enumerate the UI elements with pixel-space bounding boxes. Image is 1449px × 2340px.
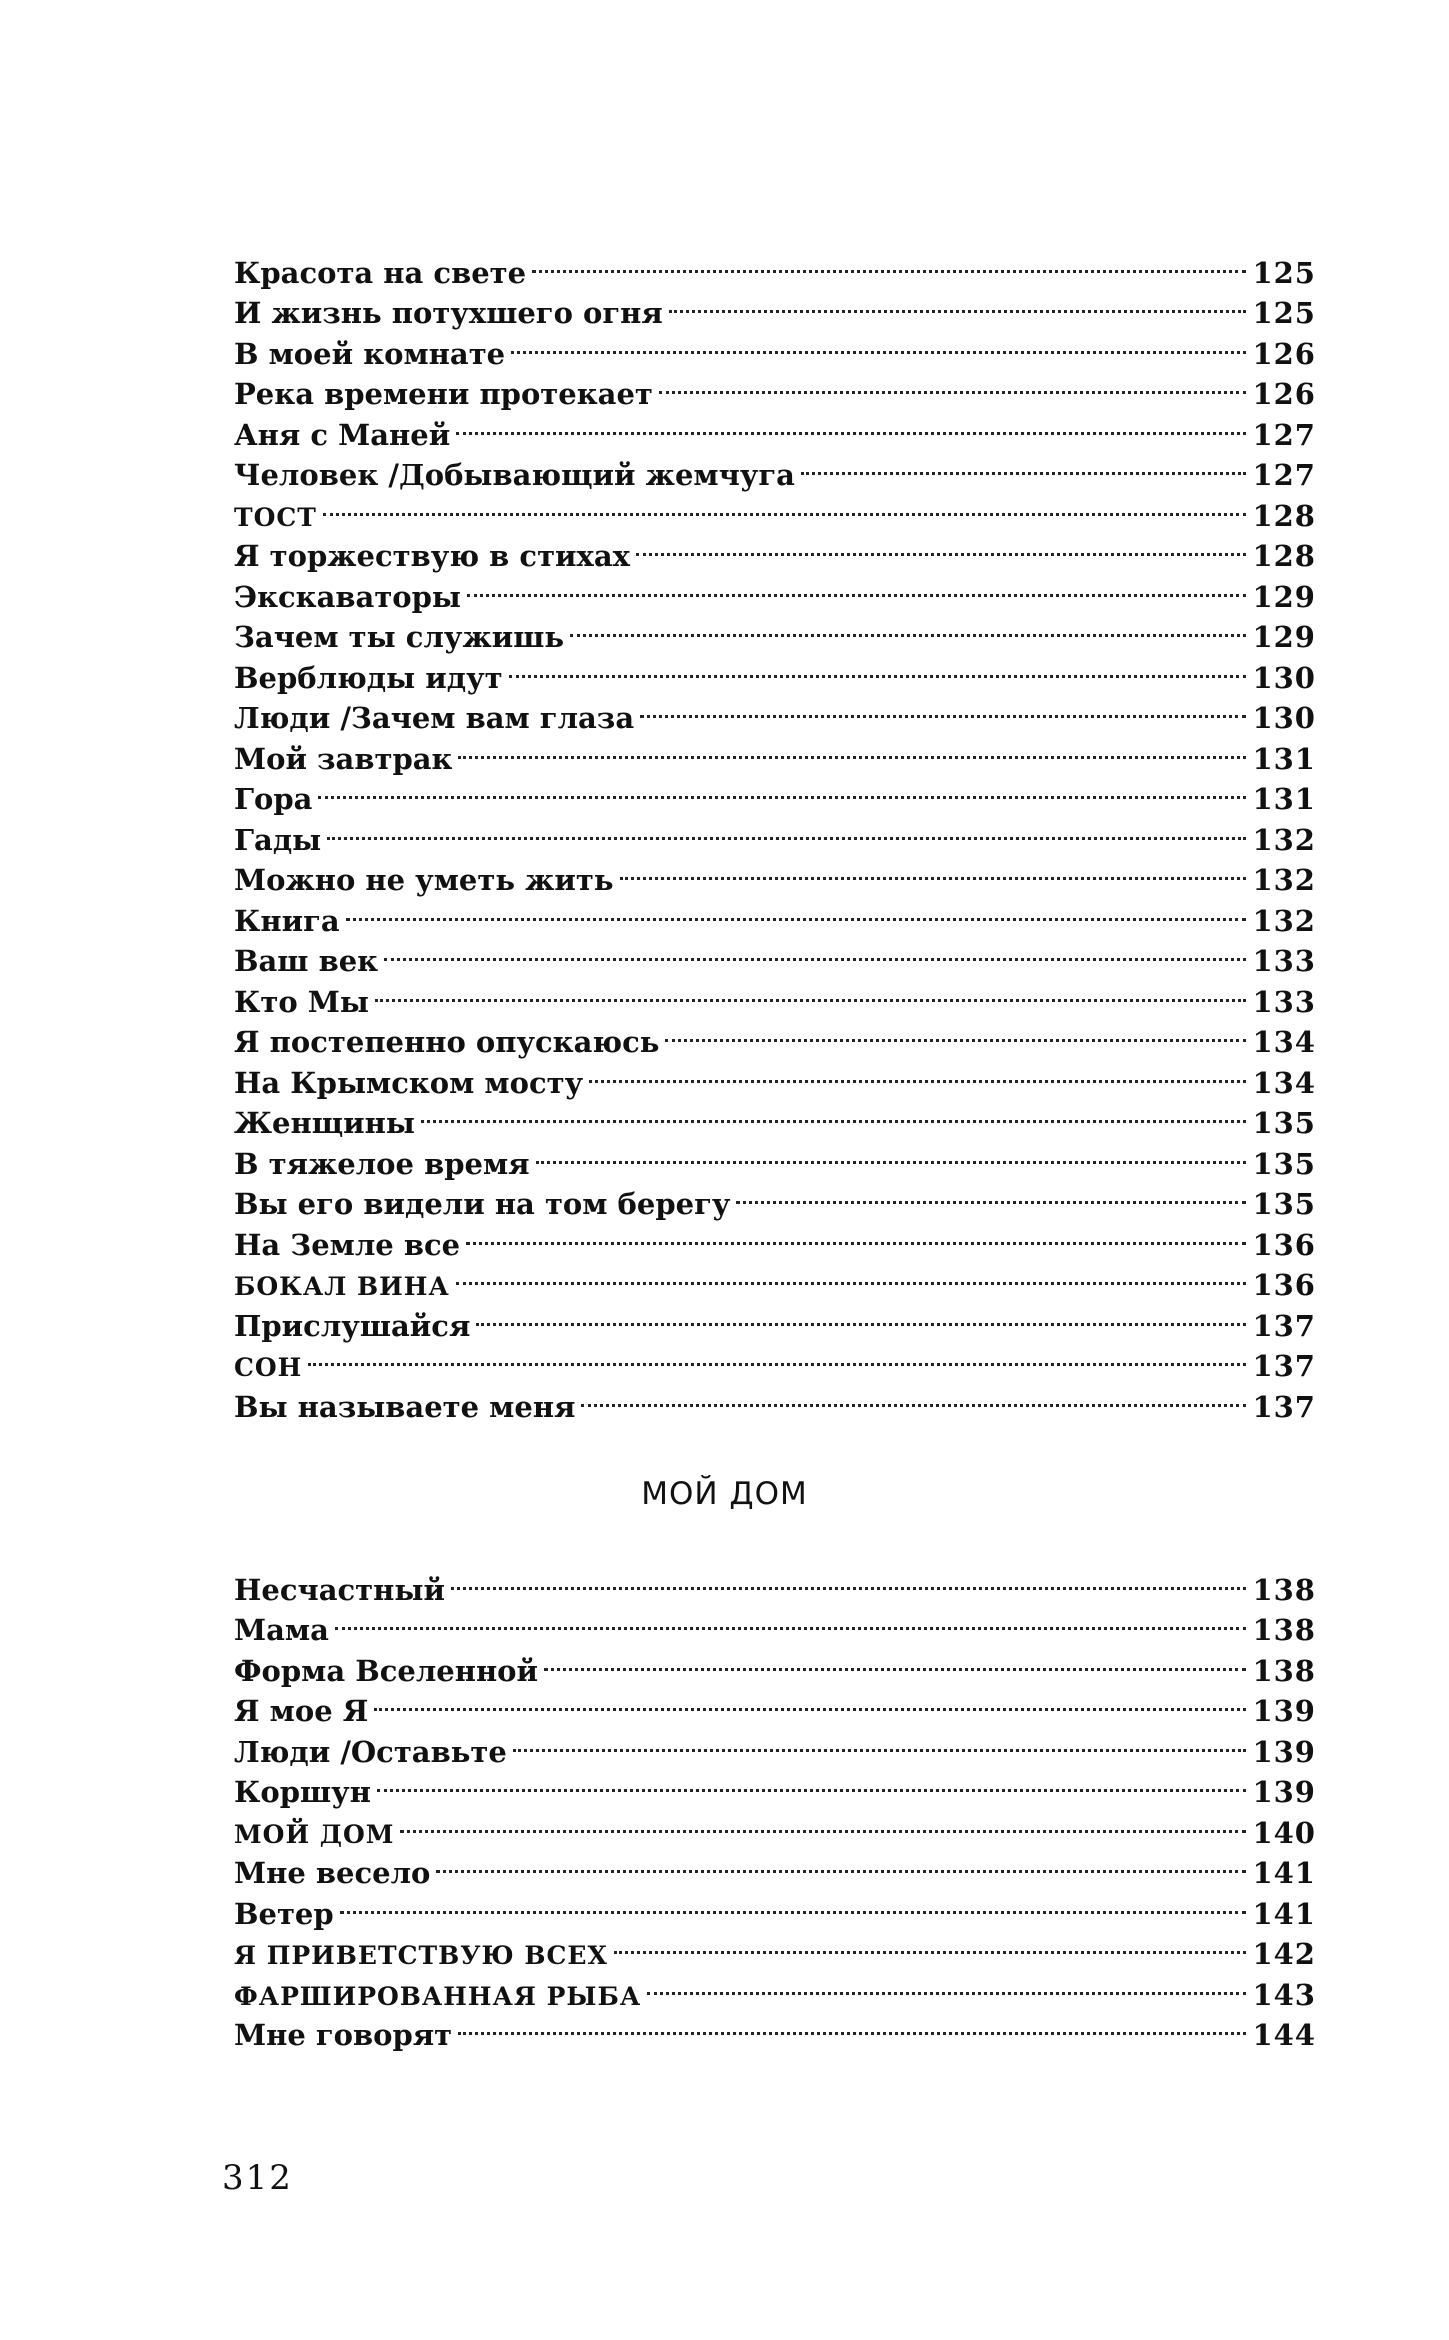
toc-entry-title: Форма Вселенной [234, 1653, 539, 1688]
toc-entry-page: 131 [1252, 782, 1316, 816]
toc-entry-title: Вы называете меня [234, 1389, 576, 1424]
toc-entry-page: 136 [1252, 1227, 1316, 1262]
dot-leader [669, 283, 1247, 324]
toc-entry-page: 140 [1252, 1815, 1316, 1850]
toc-entry-title: Гора [234, 782, 313, 816]
toc-entry-page: 139 [1252, 1694, 1316, 1728]
dot-leader [736, 1174, 1246, 1215]
toc-entry-title: Зачем ты служишь [234, 620, 565, 654]
dot-leader [458, 2005, 1246, 2046]
section-heading: МОЙ ДОМ [641, 1476, 808, 1512]
toc-entry-title: В моей комнате [234, 336, 506, 371]
toc-entry-title: На Земле все [234, 1227, 461, 1262]
toc-entry [234, 809, 1316, 857]
dot-leader [456, 1255, 1247, 1296]
dot-leader [536, 1133, 1247, 1174]
dot-leader [544, 1640, 1246, 1681]
toc-entry [234, 971, 1316, 1019]
toc-entry-page: 141 [1252, 1896, 1316, 1931]
dot-leader [374, 1681, 1246, 1722]
toc-entry-title: Я мое Я [234, 1694, 369, 1728]
dot-leader [466, 1214, 1246, 1255]
toc-entry-page: 143 [1252, 1977, 1316, 2012]
toc-list-part1 [234, 242, 1316, 1424]
toc-entry-page: 127 [1252, 417, 1316, 452]
dot-leader [532, 242, 1246, 283]
toc-entry-page: 131 [1252, 741, 1316, 776]
toc-entry-page: 137 [1252, 1389, 1316, 1424]
toc-entry-page: 129 [1252, 620, 1316, 654]
toc-entry-page: 134 [1252, 1025, 1316, 1059]
toc-entry-title: Несчастный [234, 1572, 445, 1607]
toc-entry [234, 1762, 1316, 1809]
dot-leader [451, 1559, 1246, 1600]
toc-entry-page: 130 [1252, 660, 1316, 695]
dot-leader [375, 971, 1246, 1012]
dot-leader [647, 1964, 1246, 2005]
toc-entry-title: Гады [234, 822, 322, 857]
toc-entry-title: Вы его видели на том берегу [234, 1187, 731, 1221]
toc-entry-title: Мне весело [234, 1856, 431, 1890]
toc-entry-title: Верблюды идут [234, 660, 503, 695]
dot-leader [346, 890, 1247, 931]
dot-leader [421, 1093, 1247, 1134]
toc-entry-page: 142 [1252, 1937, 1316, 1971]
toc-entry [234, 931, 1316, 978]
toc-entry-title: Я ПРИВЕТСТВУЮ ВСЕХ [234, 1941, 608, 1970]
toc-entry [234, 1640, 1316, 1688]
dot-leader [511, 323, 1246, 364]
dot-leader [456, 404, 1246, 445]
toc-entry-page: 135 [1252, 1106, 1316, 1140]
dot-leader [318, 769, 1246, 810]
dot-leader [400, 1802, 1246, 1843]
dot-leader [458, 728, 1246, 769]
toc-entry-page: 126 [1252, 377, 1316, 411]
toc-entry-title: Можно не уметь жить [234, 863, 614, 897]
dot-leader [513, 1721, 1247, 1762]
toc-entry [234, 769, 1316, 816]
toc-entry [234, 1376, 1316, 1424]
dot-leader [581, 1376, 1246, 1417]
toc-entry-title: Люди /Оставьте [234, 1734, 507, 1769]
toc-entry-page: 132 [1252, 903, 1316, 938]
toc-entry-title: Человек /Добывающий жемчуга [234, 458, 795, 492]
dot-leader [327, 809, 1246, 850]
toc-entry-title: Я постепенно опускаюсь [234, 1025, 660, 1059]
toc-entry [234, 1600, 1316, 1647]
toc-entry-page: 125 [1252, 255, 1316, 290]
toc-entry-title: Мама [234, 1613, 329, 1647]
toc-entry [234, 1336, 1316, 1383]
toc-entry-page: 141 [1252, 1856, 1316, 1890]
toc-entry-title: Река времени протекает [234, 377, 653, 411]
toc-entry-title: Прислушайся [234, 1308, 471, 1343]
toc-entry-page: 129 [1252, 579, 1316, 614]
toc-entry-title: Я торжествую в стихах [234, 539, 630, 573]
toc-entry [234, 1924, 1316, 1971]
toc-entry-page: 127 [1252, 458, 1316, 492]
dot-leader [801, 445, 1247, 486]
toc-entry [234, 1681, 1316, 1728]
toc-entry [234, 1802, 1316, 1850]
dot-leader [509, 647, 1247, 688]
toc-entry-title: СОН [234, 1353, 303, 1382]
toc-entry-page: 132 [1252, 863, 1316, 897]
toc-entry [234, 485, 1316, 533]
dot-leader [436, 1843, 1246, 1884]
toc-entry-page: 128 [1252, 498, 1316, 533]
dot-leader [665, 1012, 1246, 1053]
dot-leader [384, 931, 1246, 972]
page-number: 312 [222, 2158, 293, 2198]
toc-entry-title: Кто Мы [234, 984, 369, 1019]
dot-leader [659, 364, 1247, 405]
toc-entry-page: 139 [1252, 1775, 1316, 1809]
dot-leader [335, 1600, 1247, 1641]
toc-entry [234, 242, 1316, 290]
toc-entry-title: Книга [234, 903, 340, 938]
toc-entry-title: На Крымском мосту [234, 1065, 584, 1100]
toc-entry-page: 139 [1252, 1734, 1316, 1769]
toc-entry-page: 125 [1252, 296, 1316, 330]
dot-leader [570, 607, 1246, 648]
dot-leader [614, 1924, 1247, 1965]
toc-list-part2 [234, 1559, 1316, 2052]
toc-entry-page: 135 [1252, 1187, 1316, 1221]
toc-entry [234, 1012, 1316, 1059]
toc-entry [234, 1559, 1316, 1607]
dot-leader [377, 1762, 1246, 1803]
toc-entry-title: Коршун [234, 1775, 371, 1809]
toc-entry-title: Ветер [234, 1896, 334, 1931]
dot-leader [467, 566, 1246, 607]
toc-entry-title: БОКАЛ ВИНА [234, 1272, 450, 1301]
toc-entry-page: 137 [1252, 1308, 1316, 1343]
toc-entry-title: Ваш век [234, 944, 379, 978]
toc-entry-page: 136 [1252, 1268, 1316, 1302]
toc-entry-page: 132 [1252, 822, 1316, 857]
toc-entry-page: 126 [1252, 336, 1316, 371]
toc-entry-title: Мой завтрак [234, 741, 453, 776]
dot-leader [620, 850, 1247, 891]
toc-entry-page: 133 [1252, 944, 1316, 978]
toc-entry-page: 130 [1252, 701, 1316, 735]
dot-leader [476, 1295, 1246, 1336]
toc-entry [234, 890, 1316, 938]
toc-entry-page: 133 [1252, 984, 1316, 1019]
toc-entry-page: 135 [1252, 1146, 1316, 1181]
dot-leader [340, 1883, 1247, 1924]
dot-leader [589, 1052, 1246, 1093]
toc-entry-title: Аня с Маней [234, 417, 451, 452]
dot-leader [636, 526, 1247, 567]
toc-entry-title: Мне говорят [234, 2018, 453, 2052]
toc-entry-page: 134 [1252, 1065, 1316, 1100]
toc-entry-title: МОЙ ДОМ [234, 1819, 395, 1849]
toc-entry-page: 138 [1252, 1613, 1316, 1647]
toc-entry [234, 850, 1316, 897]
toc-entry [234, 1721, 1316, 1769]
toc-entry-title: Люди /Зачем вам глаза [234, 701, 635, 735]
toc-entry-title: В тяжелое время [234, 1146, 530, 1181]
toc-entry-title: Женщины [234, 1106, 415, 1140]
dot-leader [323, 485, 1247, 526]
toc-entry-page: 138 [1252, 1653, 1316, 1688]
toc-entry-title: ФАРШИРОВАННАЯ РЫБА [234, 1981, 642, 2011]
dot-leader [640, 688, 1246, 729]
toc-entry-title: И жизнь потухшего огня [234, 296, 663, 330]
toc-entry [234, 526, 1316, 573]
toc-entry-page: 144 [1252, 2018, 1316, 2052]
toc-entry-title: Красота на свете [234, 255, 527, 290]
toc-entry-page: 128 [1252, 539, 1316, 573]
toc-entry-page: 138 [1252, 1572, 1316, 1607]
dot-leader [308, 1336, 1246, 1377]
toc-entry-page: 137 [1252, 1349, 1316, 1383]
toc-entry-title: ТОСТ [234, 502, 317, 532]
toc-entry [234, 1883, 1316, 1931]
toc-entry-title: Экскаваторы [234, 579, 462, 614]
